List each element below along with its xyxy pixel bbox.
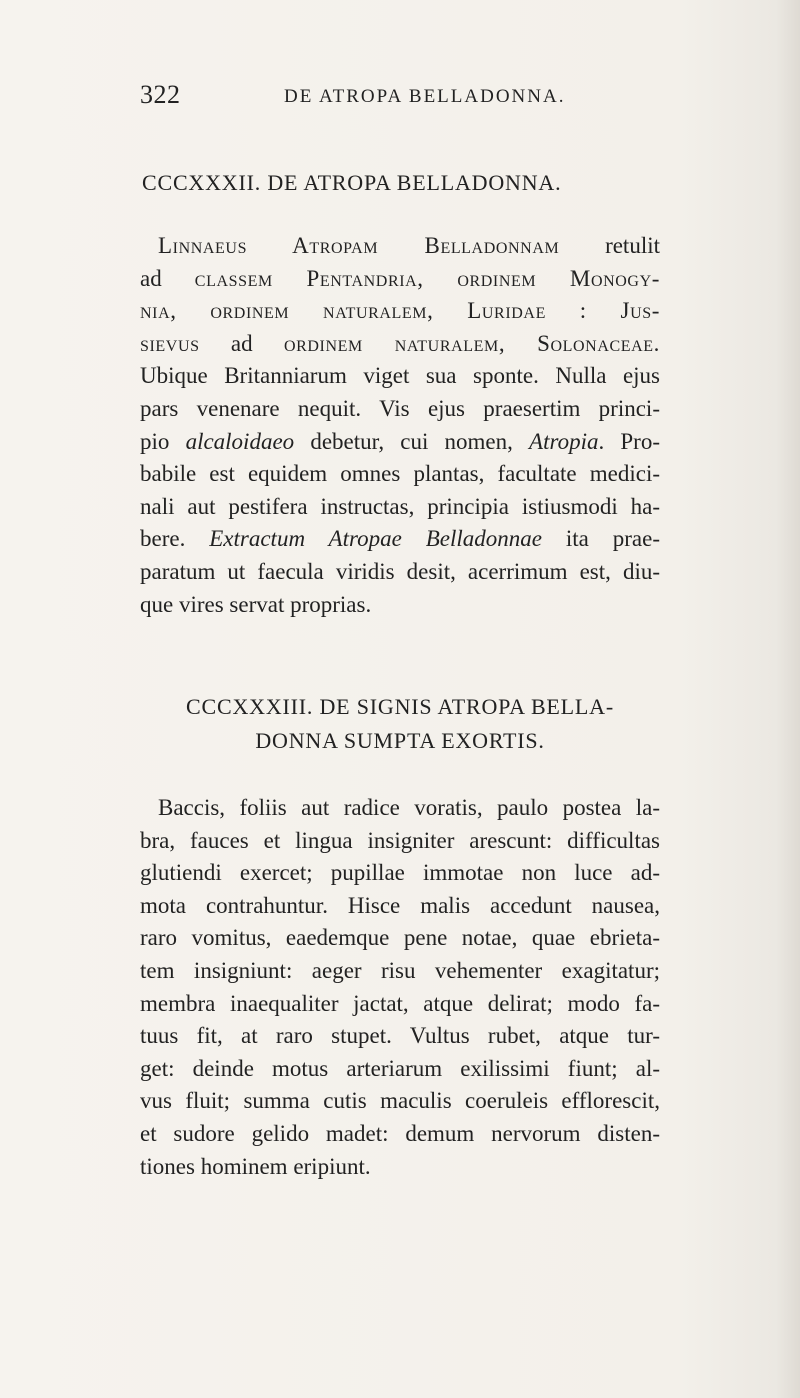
- text-line: babile est equidem omnes plantas, facultate medici-: [140, 461, 660, 487]
- section-cccxxxii: [130, 170, 670, 621]
- text-line: [140, 295, 660, 328]
- linnaeus-name: Linnaeus Atropam Belladonnam: [158, 233, 560, 258]
- text-span: ad: [199, 330, 284, 356]
- heading-line: DONNA SUMPTA EXORTIS.: [255, 728, 545, 753]
- italic-term: Atropia: [529, 428, 599, 454]
- text-span: . Pro-: [598, 428, 661, 454]
- text-line: [140, 426, 660, 459]
- paragraph: [130, 230, 670, 621]
- text-line: [140, 263, 660, 296]
- section-cccxxxiii: [130, 690, 670, 1183]
- text-line: tiones hominem eripiunt.: [140, 1153, 371, 1179]
- text-line: tem insigniunt: aeger risu vehementer exagitatur;: [140, 957, 660, 983]
- text-span: bere.: [140, 526, 210, 552]
- text-line: get: deinde motus arteriarum exilissimi fiunt; al-: [140, 1055, 660, 1081]
- jussievus-name: sievus: [140, 330, 200, 356]
- text-span: ad: [140, 265, 195, 291]
- text-line: [140, 523, 660, 556]
- text-line: glutiendi exercet; pupillae immotae non luce ad-: [140, 860, 660, 886]
- classification-text: ordinem naturalem, Solonaceae.: [283, 330, 660, 356]
- text-line: et sudore gelido madet: demum nervorum disten-: [140, 1120, 660, 1146]
- page-number: 322: [140, 80, 181, 109]
- paragraph: [130, 792, 670, 1183]
- text-line: membra inaequaliter jactat, atque delirat; modo fa-: [140, 990, 660, 1016]
- text-line: [140, 230, 660, 263]
- text-line: raro vomitus, eaedemque pene notae, quae ebrieta-: [140, 925, 660, 951]
- classification-text: classem Pentandria, ordinem Monogy-: [194, 265, 660, 291]
- text-line: nali aut pestifera instructas, principia istiusmodi ha-: [140, 493, 660, 519]
- text-span: retulit: [559, 233, 660, 258]
- text-span: pio: [140, 428, 186, 454]
- text-line: Baccis, foliis aut radice voratis, paulo postea la-: [158, 795, 660, 820]
- text-line: mota contrahuntur. Hisce malis accedunt nausea,: [140, 892, 660, 918]
- text-line: Ubique Britanniarum viget sua sponte. Nulla ejus: [140, 363, 660, 389]
- running-title: DE ATROPA BELLADONNA.: [284, 86, 566, 107]
- text-line: paratum ut faecula viridis desit, acerrimum est, diu-: [140, 558, 660, 584]
- text-line: tuus fit, at raro stupet. Vultus rubet, atque tur-: [140, 1023, 660, 1049]
- text-span: debetur, cui nomen,: [294, 428, 530, 454]
- text-span: ita prae-: [541, 526, 660, 552]
- section-heading: CCCXXXII. DE ATROPA BELLADONNA.: [142, 170, 562, 195]
- italic-term: Extractum Atropae Belladonnae: [209, 526, 542, 552]
- text-line: [140, 328, 660, 361]
- heading-line: CCCXXXIII. DE SIGNIS ATROPA BELLA-: [186, 694, 614, 719]
- classification-text: nia, ordinem naturalem, Luridae : Jus-: [140, 298, 660, 324]
- text-line: pars venenare nequit. Vis ejus praesertim princi-: [140, 395, 660, 421]
- text-line: vus fluit; summa cutis maculis coeruleis efflorescit,: [140, 1088, 660, 1114]
- section-heading: [130, 690, 670, 758]
- italic-term: alcaloidaeo: [185, 428, 295, 454]
- running-head: [140, 80, 660, 114]
- text-line: que vires servat proprias.: [140, 591, 372, 617]
- text-line: bra, fauces et lingua insigniter arescunt: difficultas: [140, 827, 660, 853]
